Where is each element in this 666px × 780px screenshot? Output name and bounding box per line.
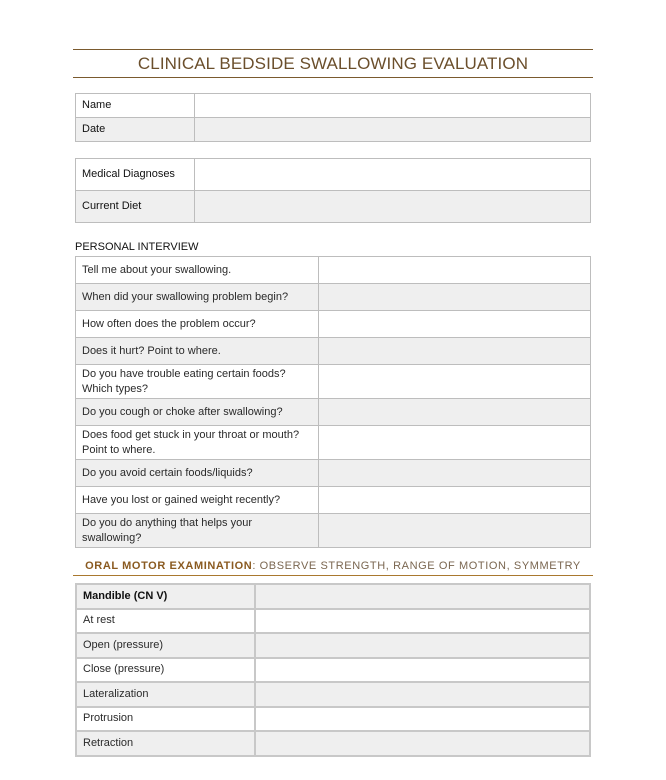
field-label: At rest xyxy=(76,609,255,634)
open-pressure-field[interactable] xyxy=(255,633,590,658)
oral-motor-heading xyxy=(73,560,593,576)
field-label: Open (pressure) xyxy=(76,633,255,658)
answer-field[interactable] xyxy=(319,257,591,284)
table-row xyxy=(76,731,590,756)
question-label: Have you lost or gained weight recently? xyxy=(76,487,319,514)
oral-motor-heading-subtitle: : OBSERVE STRENGTH, RANGE OF MOTION, SYMMETRY xyxy=(252,560,581,572)
answer-field[interactable] xyxy=(319,426,591,460)
table-row xyxy=(76,94,591,118)
table-row xyxy=(76,426,591,460)
table-row xyxy=(76,284,591,311)
question-label: Tell me about your swallowing. xyxy=(76,257,319,284)
question-label: Does it hurt? Point to where. xyxy=(76,338,319,365)
question-label: Does food get stuck in your throat or mouth? Point to where. xyxy=(76,426,319,460)
table-row xyxy=(76,338,591,365)
oral-motor-heading-bold: ORAL MOTOR EXAMINATION xyxy=(85,560,253,572)
protrusion-field[interactable] xyxy=(255,707,590,732)
medical-info-table xyxy=(75,158,591,223)
field-label: Medical Diagnoses xyxy=(76,159,195,191)
retraction-field[interactable] xyxy=(255,731,590,756)
table-row xyxy=(76,609,590,634)
table-row xyxy=(76,633,590,658)
medical-diagnoses-field[interactable] xyxy=(195,159,591,191)
question-label: Do you do anything that helps your swallowing? xyxy=(76,514,319,548)
answer-field[interactable] xyxy=(319,514,591,548)
table-row xyxy=(76,257,591,284)
question-label: Do you cough or choke after swallowing? xyxy=(76,399,319,426)
answer-field[interactable] xyxy=(319,460,591,487)
field-label: Protrusion xyxy=(76,707,255,732)
answer-field[interactable] xyxy=(319,284,591,311)
at-rest-field[interactable] xyxy=(255,609,590,634)
field-label: Lateralization xyxy=(76,682,255,707)
question-label: How often does the problem occur? xyxy=(76,311,319,338)
table-row xyxy=(76,311,591,338)
current-diet-field[interactable] xyxy=(195,191,591,223)
lateralization-field[interactable] xyxy=(255,682,590,707)
patient-info-table xyxy=(75,93,591,142)
mandible-label: Mandible (CN V) xyxy=(76,584,255,609)
table-row xyxy=(76,682,590,707)
answer-field[interactable] xyxy=(319,311,591,338)
date-field[interactable] xyxy=(195,118,591,142)
table-row xyxy=(76,191,591,223)
table-row xyxy=(76,118,591,142)
table-row xyxy=(76,514,591,548)
personal-interview-table xyxy=(75,256,591,548)
table-row xyxy=(76,159,591,191)
field-label: Retraction xyxy=(76,731,255,756)
table-row xyxy=(76,399,591,426)
answer-field[interactable] xyxy=(319,487,591,514)
field-label: Name xyxy=(76,94,195,118)
question-label: Do you avoid certain foods/liquids? xyxy=(76,460,319,487)
answer-field[interactable] xyxy=(319,365,591,399)
personal-interview-heading: PERSONAL INTERVIEW xyxy=(75,241,199,253)
answer-field[interactable] xyxy=(319,338,591,365)
oral-motor-table xyxy=(75,583,591,757)
field-label: Current Diet xyxy=(76,191,195,223)
table-row xyxy=(76,460,591,487)
table-row xyxy=(76,487,591,514)
table-row xyxy=(76,584,590,609)
name-field[interactable] xyxy=(195,94,591,118)
question-label: Do you have trouble eating certain foods? Which types? xyxy=(76,365,319,399)
title-block xyxy=(73,49,593,78)
mandible-field[interactable] xyxy=(255,584,590,609)
field-label: Close (pressure) xyxy=(76,658,255,683)
table-row xyxy=(76,365,591,399)
page-title: CLINICAL BEDSIDE SWALLOWING EVALUATION xyxy=(137,53,529,73)
table-row xyxy=(76,658,590,683)
table-row xyxy=(76,707,590,732)
close-pressure-field[interactable] xyxy=(255,658,590,683)
field-label: Date xyxy=(76,118,195,142)
answer-field[interactable] xyxy=(319,399,591,426)
question-label: When did your swallowing problem begin? xyxy=(76,284,319,311)
